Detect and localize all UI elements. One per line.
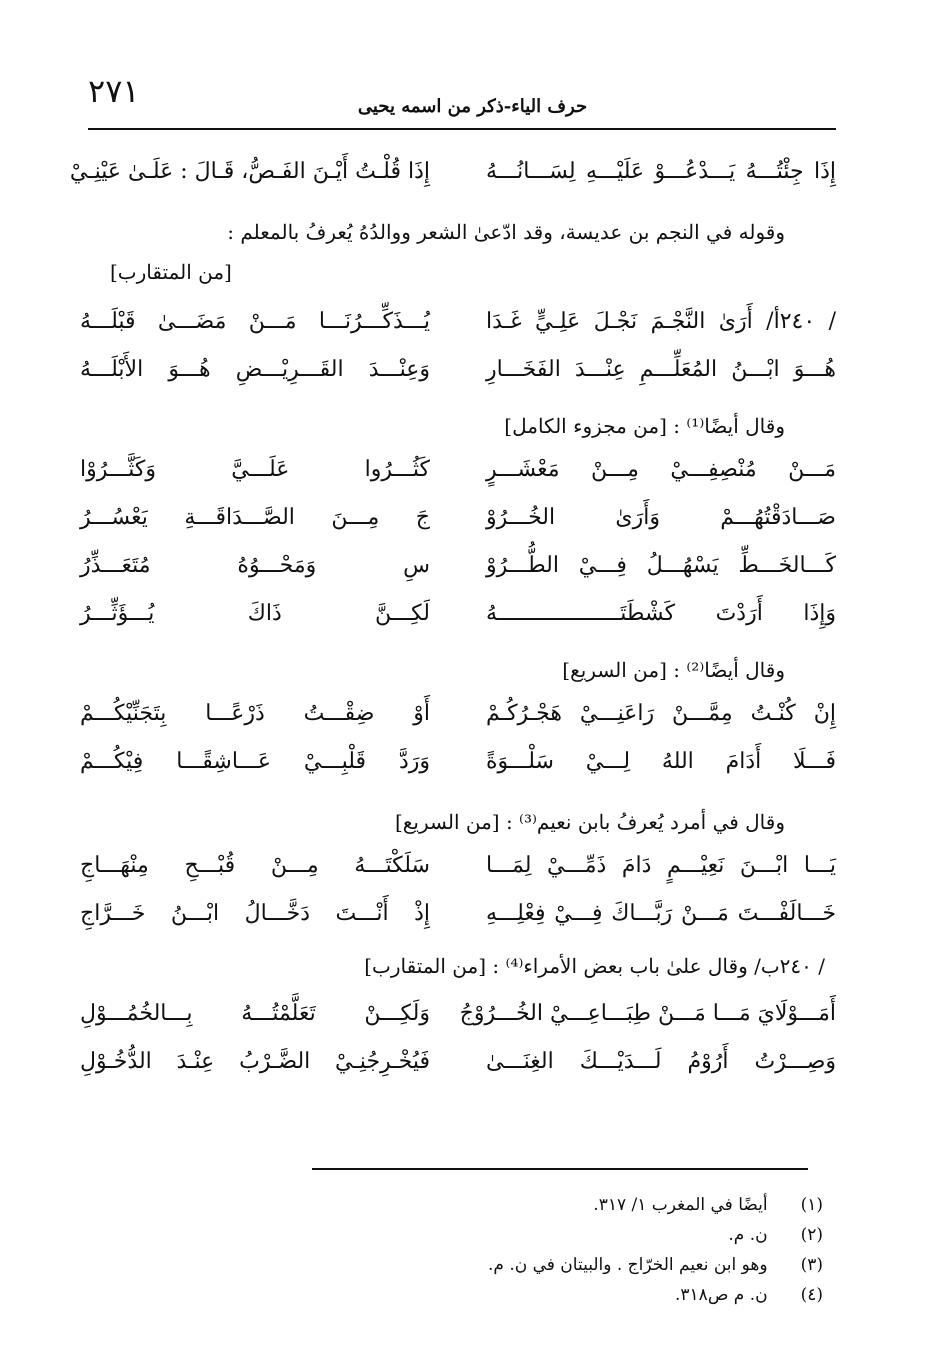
verse-line [80,1040,836,1084]
folio-marker: / ٢٤٠أ/ [766,309,837,334]
footnote-number: (٢) [800,1225,823,1245]
verse-line [80,496,836,540]
prose-line: وقال في أمرد يُعرفُ بابن نعيم⁽³⁾ : [من السريع] [394,810,785,834]
footnote-text: وهو ابن نعيم الخرّاج . والبيتان في ن. م. [487,1255,768,1275]
footnote-number: (٣) [800,1255,823,1275]
verse-second-hemistich: إِذْ أَنْـــتَ دَخَّـــالُ ابْـــنُ خَـــرَّاجِ [80,901,430,926]
verse-second-hemistich: لَكِـــنَّ ذَاكَ يُـــؤَثِّـــرُ [80,601,430,626]
verse-first-hemistich: وَصِـــرْتُ أَرُوْمُ لَـــدَيْـــكَ الغِنَـــىٰ [486,1049,836,1074]
footnote-text: ن. م ص٣١٨. [675,1285,768,1305]
page-number: ٢٧١ [88,72,140,110]
verse-second-hemistich: فَيُخْـرِجُنِـيْ الضَّـرْبُ عِنْـدَ الدُّخُـوْلِ [80,1049,430,1074]
footnote-number: (١) [800,1195,823,1215]
verse-second-hemistich: وَرَدَّ قَلْبِـــيْ عَـــاشِقًـــا فِيْكُـــمْ [80,749,430,774]
verse-line [80,300,836,344]
verse-second-hemistich: يُـــذَكِّـــرُنَـــا مَـــنْ مَضَـــىٰ قَبْلَـــهُ [80,309,430,334]
verse-first-hemistich: هُـــوَ ابْـــنُ المُعَلِّـــمِ عِنْـــدَ الفَخَـــارِ [486,357,836,382]
footnote-number: (٤) [800,1285,823,1305]
verse-second-hemistich: أَوْ ضِقْـــتُ ذَرْعًـــا بِتَجَنِّيْكُـــمْ [80,701,430,726]
verse-second-hemistich: إِذَا قُلْـتُ أَيْـنَ الفَـصُّ، قَـالَ : عَلَـىٰ عَيْنِـيْ [69,159,430,184]
footnote [488,1250,823,1280]
verse-second-hemistich: كَثُـــرُوا عَلَـــيَّ وَكَثَّـــرُوْا [80,457,430,482]
footnote [593,1190,823,1220]
verse-first-hemistich: خَـــالَفْـــتَ مَـــنْ رَبَّـــاكَ فِـــيْ فِعْلِـــهِ [486,901,836,926]
footnote-text: ن. م. [728,1225,768,1245]
verse-second-hemistich: وَلَكِـــنْ تَعَلَّمْتُـــهُ بِـــالخُمُـــوْلِ [80,1001,430,1026]
footnote-text: أيضًا في المغرب ١/ ٣١٧. [593,1195,768,1215]
verse-second-hemistich: وَعِنْـــدَ القَـــرِيْـــضِ هُـــوَ الأَبْلَـــهُ [80,357,430,382]
verse-line [80,740,836,784]
verse-line [80,448,836,492]
prose-line: وقال أيضًا⁽²⁾ : [من السريع] [562,658,785,682]
verse-first-hemistich: إِذَا جِئْتُـــهُ يَـــدْعُـــوْ عَلَيْـــهِ لِسَـــانُـــهُ [486,159,836,184]
verse-first-hemistich: فَـــلَا أَدَامَ اللهُ لِـــيْ سَلْـــوَةً [486,749,836,774]
footnote [675,1280,823,1310]
verse-first-hemistich: إِنْ كُنْـتُ مِمَّـــنْ رَاعَنِـــيْ هَجْـرُكُـمْ [486,701,836,726]
verse-first-hemistich: يَـــا ابْـــنَ نَعِيْـــمٍ دَامَ ذَمِّـــيْ لِمَـــا [486,853,836,878]
footnote [728,1220,823,1250]
verse-line [80,992,836,1036]
meter-label: [من المتقارب] [110,260,232,284]
footnote-rule [312,1168,808,1170]
verse-first-hemistich: كَـــالخَـــطِّ يَسْهُـــلُ فِـــيْ الطُّـــرُوْ [486,553,836,578]
header-rule [88,128,836,130]
prose-line: / ٢٤٠ب/ وقال علىٰ باب بعض الأمراء⁽⁴⁾ : [من المتقارب] [364,954,825,978]
verse-second-hemistich: جَ مِـــنَ الصَّـــدَاقَـــةِ يَعْسُـــرُ [80,505,430,530]
verse-line [69,150,836,194]
verse-first-hemistich: / ٢٤٠أ/ أَرَىٰ النَّجْـمَ نَجْـلَ عَلِـيٍّ غَـدَا [486,309,837,334]
verse-first-hemistich: أَمَـــوْلَايَ مَـــا مَـــنْ طِبَـــاعِـــيْ الخُـــرُوْجُ [459,1001,836,1026]
verse-line [80,348,836,392]
verse-line [80,844,836,888]
prose-line: وقوله في النجم بن عديسة، وقد ادّعىٰ الشعر ووالدُهُ يُعرفُ بالمعلم : [227,220,785,244]
verse-first-hemistich: وَإِذَا أَرَدْتَ كَشْطَتَـــــــــــــــــــهُ [486,601,836,626]
verse-line [80,592,836,636]
verse-first-hemistich: صَـــادَقْتُهُـــمْ وَأَرَىٰ الخُـــرُوْ [486,505,836,530]
verse-line [80,892,836,936]
running-header: حرف الياء-ذكر من اسمه يحيى [357,96,588,117]
verse-second-hemistich: سَلَكْتَـــهُ مِـــنْ قُبْـــحِ مِنْهَـــاجِ [80,853,430,878]
verse-second-hemistich: سِ وَمَحْـــوُهُ مُتَعَـــذِّرُ [80,553,430,578]
verse-line [80,692,836,736]
prose-line: وقال أيضًا⁽¹⁾ : [من مجزوء الكامل] [504,414,785,438]
verse-line [80,544,836,588]
verse-first-hemistich: مَـــنْ مُنْصِفِـــيْ مِـــنْ مَعْشَـــرٍ [486,457,836,482]
